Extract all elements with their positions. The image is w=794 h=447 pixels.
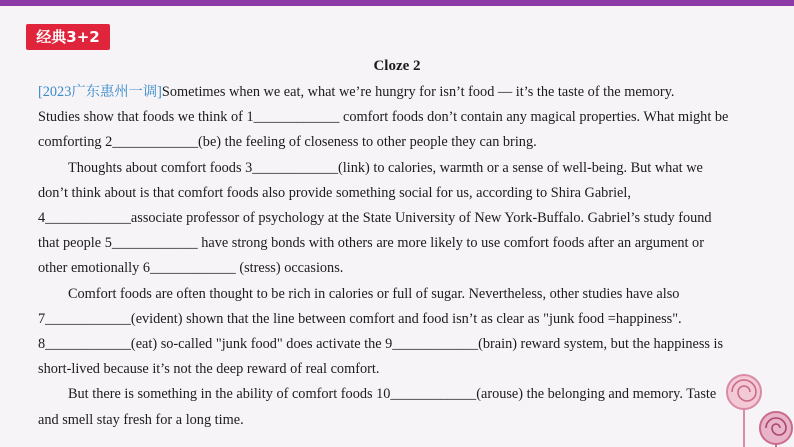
lollipop-decoration-icon (700, 370, 794, 447)
top-border (0, 0, 794, 6)
paragraph-1 (38, 80, 766, 156)
text-line: and smell stay fresh for a long time. (38, 411, 244, 428)
text-line: don’t think about is that comfort foods also provide something social for us, according to Shira Gabriel, (38, 184, 631, 201)
text-line: Sometimes when we eat, what we’re hungry for isn’t food — it’s the taste of the memory. (161, 84, 675, 100)
paragraph-4 (38, 382, 766, 432)
paragraph-3 (38, 282, 766, 383)
text-line: 4____________associate professor of psychology at the State University of New York-Buffalo. Gabriel’s study found (38, 210, 712, 227)
text-line: Thoughts about comfort foods 3____________(link) to calories, warmth or a sense of well-being. But what we (68, 159, 703, 176)
text-line: 7____________(evident) shown that the line between comfort and food isn’t as clear as "junk food =happiness". (38, 310, 682, 327)
passage (38, 80, 766, 433)
text-line: But there is something in the ability of comfort foods 10____________(arouse) the belonging and memory. Taste (68, 386, 717, 403)
page-title: Cloze 2 (373, 58, 421, 74)
source-tag: [2023广东惠州一调] (38, 84, 162, 100)
text-line: that people 5____________ have strong bonds with others are more likely to use comfort foods after an argument or (38, 235, 704, 252)
text-line: 8____________(eat) so-called "junk food" does activate the 9____________(brain) reward system, but the happiness is (38, 336, 724, 353)
text-line: comforting 2____________(be) the feeling of closeness to other people they can bring. (38, 134, 537, 151)
paragraph-2 (38, 156, 766, 282)
text-line: other emotionally 6____________ (stress) occasions. (38, 260, 344, 277)
text-line: Comfort foods are often thought to be rich in calories or full of sugar. Nevertheless, other studies have also (68, 285, 680, 302)
section-badge: 经典3+2 (26, 24, 110, 50)
text-line: short-lived because it’s not the deep reward of real comfort. (38, 361, 380, 378)
text-line: Studies show that foods we think of 1____________ comfort foods don’t contain any magical properties. What might be (38, 109, 729, 126)
